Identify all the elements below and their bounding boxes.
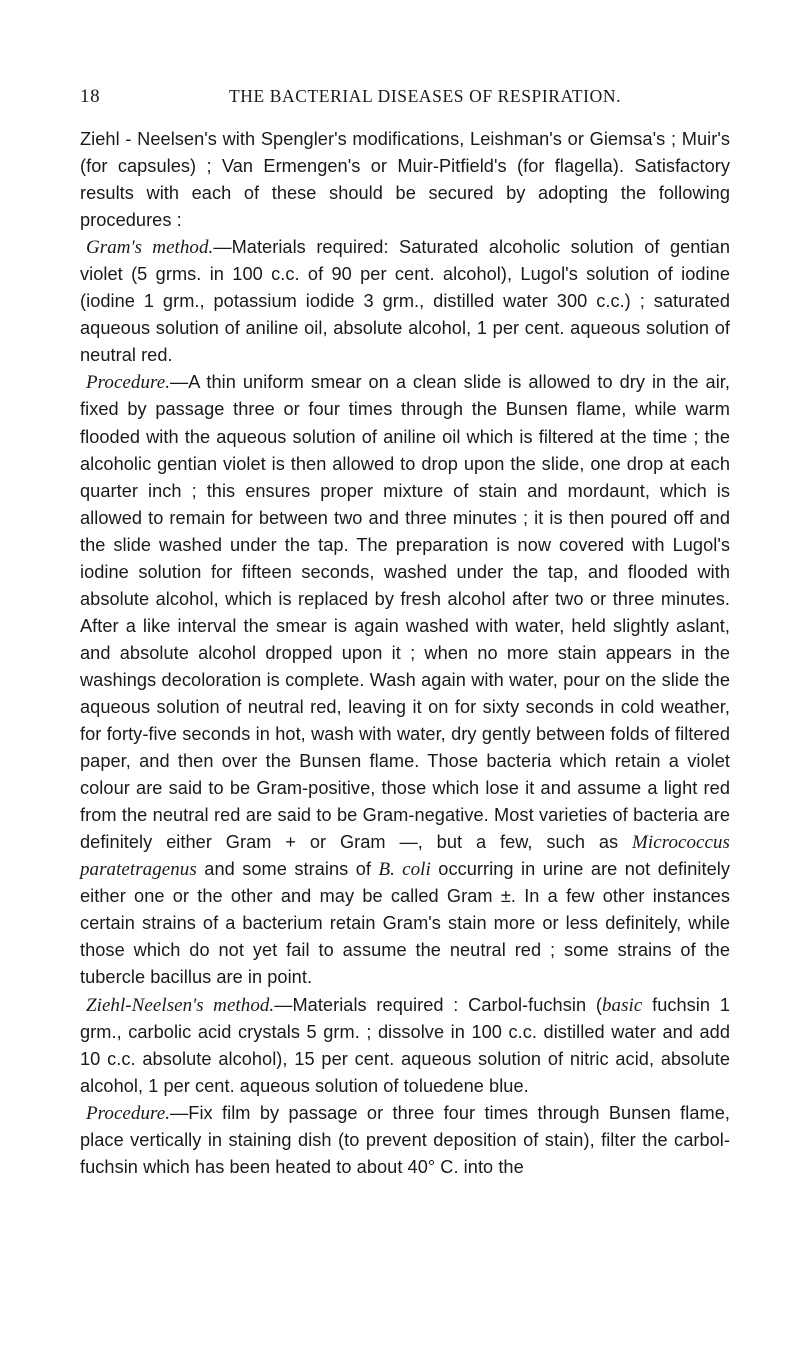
procedure-heading-1: Procedure. (86, 372, 171, 394)
ziehl-materials-paragraph (80, 992, 730, 1100)
gram-method-heading: Gram's method. (86, 237, 214, 259)
ziehl-procedure-paragraph (80, 1100, 730, 1181)
intro-text: Ziehl - Neelsen's with Spengler's modifications, Leishman's or Giemsa's ; Muir's (for capsules) ; Van Ermengen's or Muir-Pitfield's (for flagella). Satisfactory results with each of these should be secured by adopting the following procedures : (80, 129, 730, 231)
ziehl-method-heading: Ziehl-Neelsen's method. (86, 994, 275, 1016)
ziehl-text-a: —Materials required : Carbol-fuchsin ( (274, 994, 602, 1015)
basic-word: basic (601, 994, 643, 1016)
procedure-2-text: —Fix film by passage or three four times through Bunsen flame, place vertically in staining dish (to prevent deposition of stain), filter the carbol-fuchsin which has been heated to about 40° C. into the (80, 1102, 730, 1177)
procedure-1-text-a: —A thin uniform smear on a clean slide is allowed to dry in the air, fixed by passage three or four times through the Bunsen flame, while warm flooded with the aqueous solution of aniline oil which is filtered at the time ; the alcoholic gentian violet is then allowed to drop upon the slide, one drop at each quarter inch ; this ensures proper mixture of stain and mordaunt, which is allowed to remain for between two and three minutes ; it is then poured off and the slide washed under the tap. The preparation is now covered with Lugol's iodine solution for fifteen seconds, washed under the tap, and flooded with absolute alcohol, which is replaced by fresh alcohol after two or three minutes. After a like interval the smear is again washed with water, held slightly aslant, and absolute alcohol dropped upon it ; when no more stain appears in the washings decoloration is complete. Wash again with water, pour on the slide the aqueous solution of neutral red, leaving it on for sixty seconds in cold weather, for forty-five seconds in hot, wash with water, dry gently between folds of filtered paper, and then over the Bunsen flame. Those bacteria which retain a violet colour are said to be Gram-positive, those which lose it and assume a light red from the neutral red are said to be Gram-negative. Most varieties of bacteria are definitely either Gram + or Gram —, but a few, such as (80, 372, 730, 853)
page-body (80, 126, 730, 1181)
page-header (80, 86, 730, 110)
intro-paragraph (80, 126, 730, 234)
procedure-1-text-b: and some strains of (196, 859, 379, 880)
gram-procedure-paragraph (80, 369, 730, 991)
procedure-1-text-c: occurring in urine are not definitely either one or the other and may be called Gram ±. In a few other instances certain strains of a bacterium retain Gram's stain more or less definitely, while those which do not yet fail to assume the neutral red ; some strains of the tubercle bacillus are in point. (80, 859, 730, 988)
procedure-heading-2: Procedure. (86, 1102, 171, 1124)
micrococcus-name: Micrococcus paratetragenus (80, 832, 730, 881)
ziehl-text-b: fuchsin 1 grm., carbolic acid crystals 5 grm. ; dissolve in 100 c.c. distilled water and add 10 c.c. absolute alcohol), 15 per cent. aqueous solution of nitric acid, absolute alcohol, 1 per cent. aqueous solution of toluedene blue. (80, 994, 730, 1096)
running-title: THE BACTERIAL DISEASES OF RESPIRATION. (228, 86, 622, 106)
bcoli-name: B. coli (378, 859, 431, 881)
gram-materials-paragraph (80, 234, 730, 369)
page-number: 18 (80, 86, 101, 107)
gram-materials-text: —Materials required: Saturated alcoholic solution of gentian violet (5 grms. in 100 c.c. of 90 per cent. alcohol), Lugol's solution of iodine (iodine 1 grm., potassium iodide 3 grm., distilled water 300 c.c.) ; saturated aqueous solution of aniline oil, absolute alcohol, 1 per cent. aqueous solution of neutral red. (80, 237, 730, 366)
